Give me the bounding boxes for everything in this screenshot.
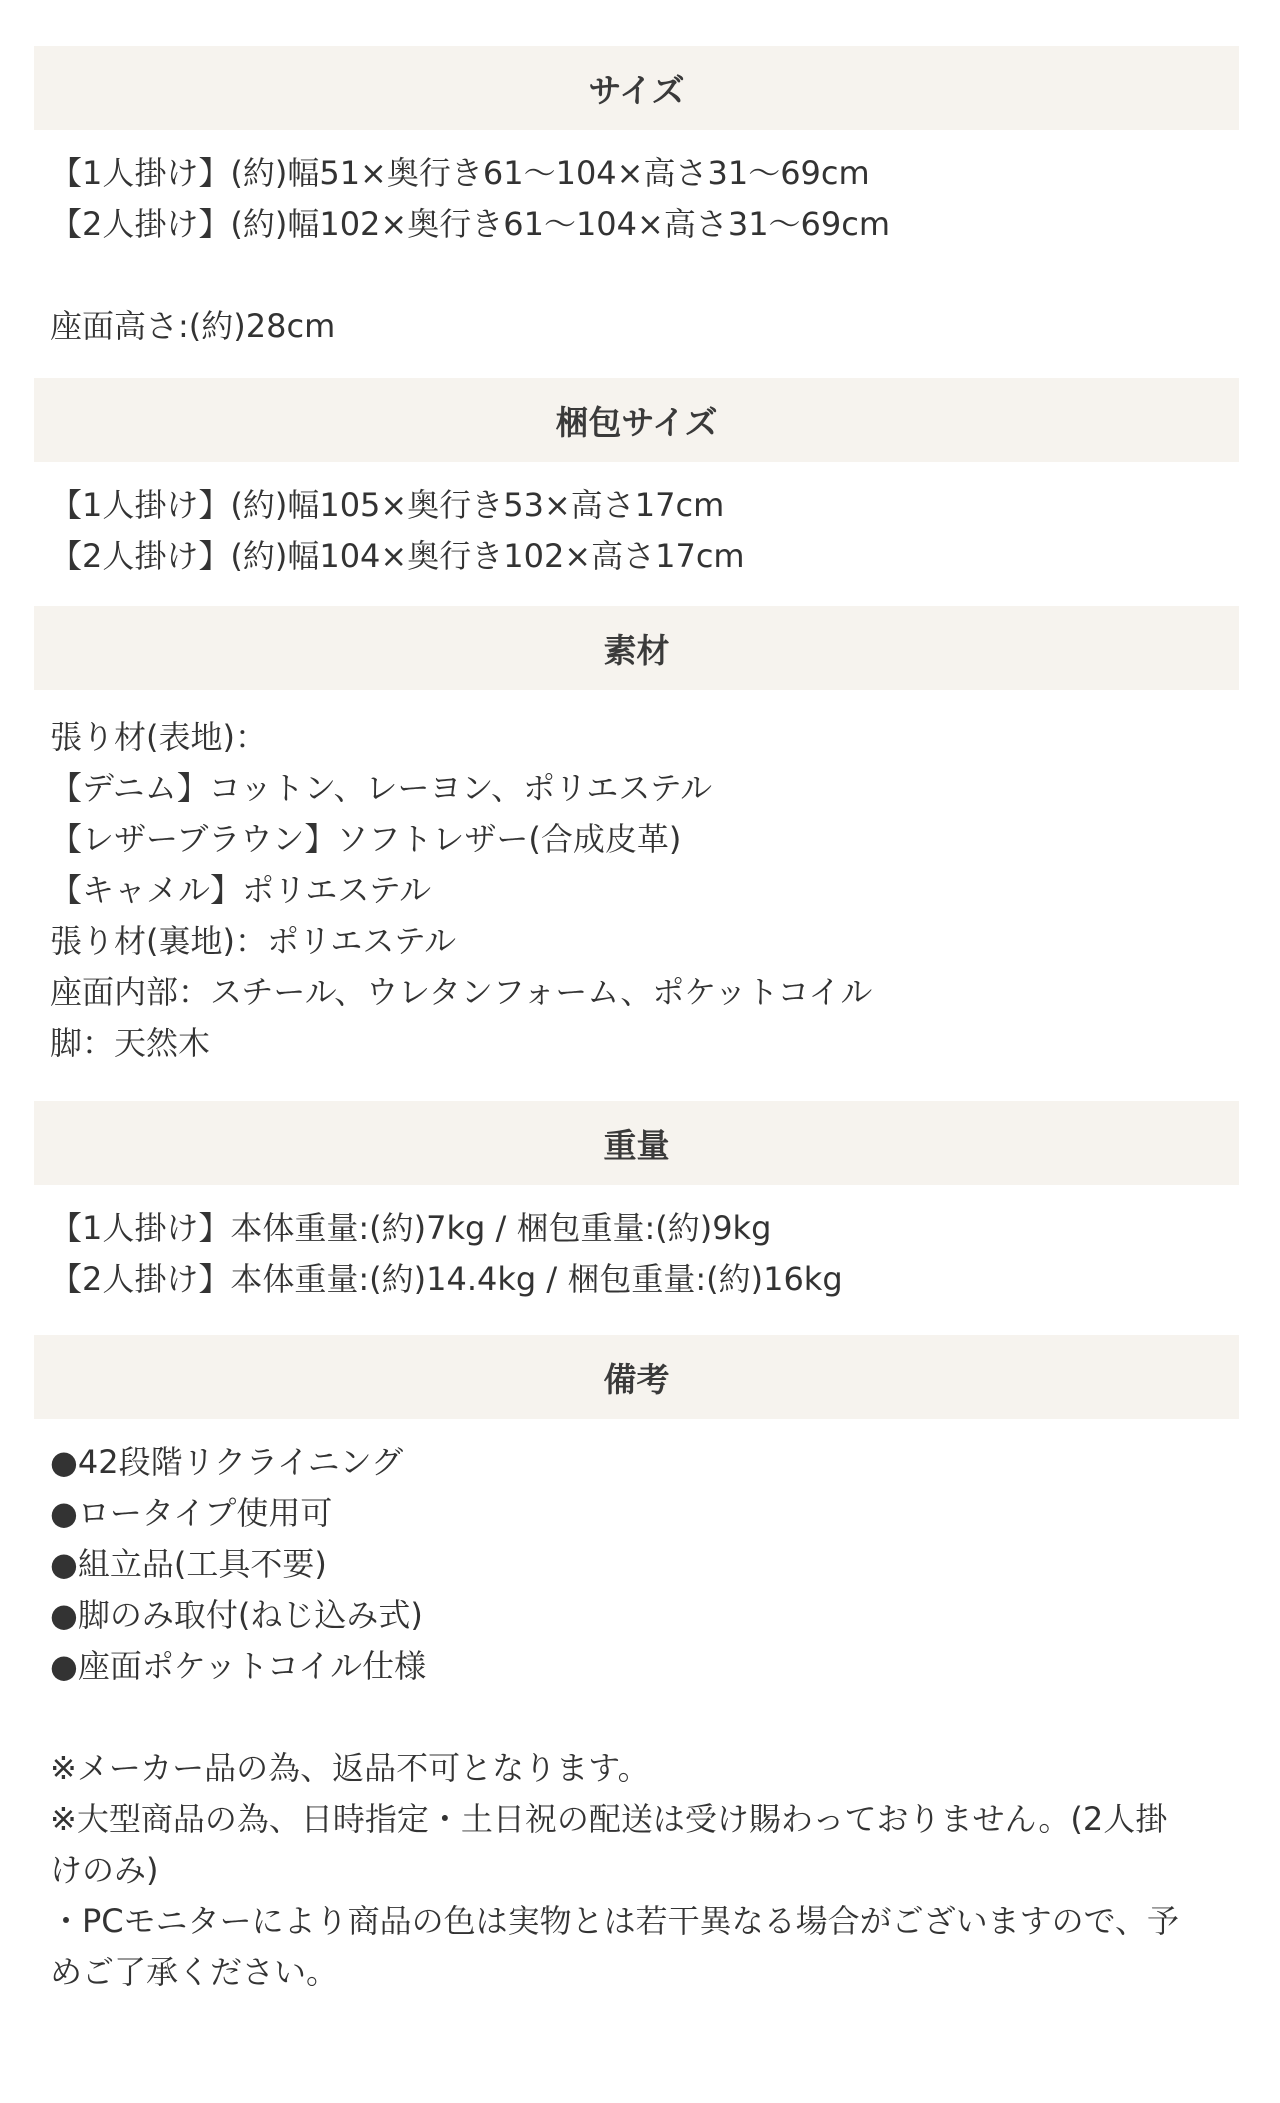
size-body (34, 130, 1239, 378)
material-line: 【レザーブラウン】ソフトレザー(合成皮革) (50, 820, 682, 858)
spacer (50, 250, 1223, 301)
size-heading: サイズ (34, 46, 1239, 130)
material-line: 張り材(表地)： (50, 718, 267, 756)
package-size-body (34, 462, 1239, 606)
material-heading: 素材 (34, 606, 1239, 690)
weight-section (34, 1101, 1239, 1335)
feature-bullet: ●脚のみ取付(ねじ込み式) (50, 1596, 423, 1634)
weight-line-single: 【1人掛け】本体重量:(約)7kg / 梱包重量:(約)9kg (50, 1209, 772, 1247)
spacer (50, 1692, 1223, 1743)
package-size-heading: 梱包サイズ (34, 378, 1239, 462)
remark-line: けのみ) (50, 1851, 159, 1889)
weight-heading: 重量 (34, 1101, 1239, 1185)
remark-line: ※メーカー品の為、返品不可となります。 (50, 1749, 650, 1787)
notes-body (34, 1419, 1239, 1998)
notes-heading: 備考 (34, 1335, 1239, 1419)
material-line: 【デニム】コットン、レーヨン、ポリエステル (50, 769, 713, 807)
size-line-single: 【1人掛け】(約)幅51×奥行き61〜104×高さ31〜69cm (50, 154, 870, 192)
size-line-double: 【2人掛け】(約)幅102×奥行き61〜104×高さ31〜69cm (50, 205, 891, 243)
feature-bullet: ●座面ポケットコイル仕様 (50, 1647, 427, 1685)
feature-bullet: ●42段階リクライニング (50, 1443, 404, 1481)
feature-bullet: ●ロータイプ使用可 (50, 1494, 333, 1532)
seat-height-line: 座面高さ:(約)28cm (50, 307, 336, 345)
material-line: 【キャメル】ポリエステル (50, 871, 432, 909)
weight-body (34, 1185, 1239, 1335)
product-spec-table (34, 46, 1239, 1998)
package-line-single: 【1人掛け】(約)幅105×奥行き53×高さ17cm (50, 486, 725, 524)
remark-line: めご了承ください。 (50, 1953, 339, 1991)
notes-section (34, 1335, 1239, 1998)
package-size-section (34, 378, 1239, 606)
feature-bullet: ●組立品(工具不要) (50, 1545, 327, 1583)
material-line: 座面内部：スチール、ウレタンフォーム、ポケットコイル (50, 973, 873, 1011)
weight-line-double: 【2人掛け】本体重量:(約)14.4kg / 梱包重量:(約)16kg (50, 1260, 843, 1298)
remark-line: ※大型商品の為、日時指定・土日祝の配送は受け賜わっておりません。(2人掛 (50, 1800, 1168, 1838)
package-line-double: 【2人掛け】(約)幅104×奥行き102×高さ17cm (50, 537, 745, 575)
material-section (34, 606, 1239, 1101)
material-body (34, 690, 1239, 1101)
remark-line: ・PCモニターにより商品の色は実物とは若干異なる場合がございますので、予 (50, 1902, 1180, 1940)
material-line: 張り材(裏地)：ポリエステル (50, 922, 457, 960)
material-line: 脚：天然木 (50, 1024, 211, 1062)
size-section (34, 46, 1239, 378)
